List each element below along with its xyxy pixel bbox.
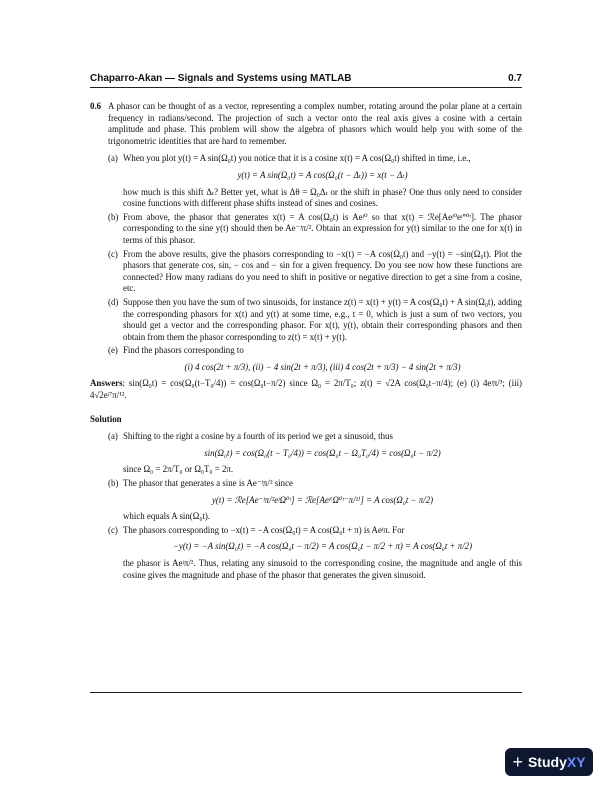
item-label: (c) [108, 524, 118, 535]
problem-item-e [90, 345, 522, 373]
footer-rule [90, 692, 522, 693]
solution-items [90, 431, 522, 581]
header-section-number: 0.7 [508, 73, 522, 84]
plus-icon: + [512, 751, 523, 772]
item-text: From the above results, give the phasors corresponding to −x(t) = −A cos(Ω₀t) and −y(t) = −sin(Ω₀t). Plot the phasors that generate cos, sin, − cos and − sin for a given frequency. Do you see now how these functions are connected? How many radians do you need to shift in positive or negative direction to get a sine from a cosine, etc. [123, 248, 522, 294]
item-text: Suppose then you have the sum of two sinusoids, for instance z(t) = x(t) + y(t) = A cos(Ω₀t) + A sin(Ω₀t), adding the corresponding phasors for x(t) and y(t) at some time, e.g., t = 0, which is just a sum of two vectors, you should get a vector and the corresponding phasor. For x(t), y(t), obtain their corresponding phasors and then obtain from them the phasor corresponding to z(t) = x(t) + y(t). [123, 296, 522, 342]
item-text: From above, the phasor that generates x(t) = A cos(Ω₀t) is Aeʲ⁰ so that x(t) = ℛe[Aeʲ⁰eʲᐤ⁰ᵗ]. The phasor corresponding to the sine y(t) should then be Ae⁻ʲπ/². Obtain an expression for y(t) similar to the one for x(t) in terms of this phasor. [123, 211, 522, 245]
studyxy-logo[interactable] [505, 748, 593, 776]
problem-intro [90, 101, 522, 147]
solution-title: Solution [90, 413, 122, 424]
item-label: (d) [108, 296, 119, 307]
logo-text-study: Study [527, 754, 567, 770]
problem-item-b [90, 212, 522, 247]
item-label: (e) [108, 345, 118, 356]
problem-items [90, 153, 522, 373]
problem-item-d [90, 297, 522, 343]
item-text: Find the phasors corresponding to [123, 345, 244, 356]
item-text: how much is this shift Δₜ? Better yet, what is Δθ = Ω₀Δₜ or the shift in phase? One thus only need to consider cosine functions with different phase shifts instead of sines and cosines. [123, 186, 522, 209]
item-text: The phasor that generates a sine is Ae⁻ʲπ/² since [123, 478, 293, 489]
item-label: (b) [108, 478, 119, 489]
answers [90, 378, 522, 401]
solution-item-c [90, 525, 522, 581]
problem-number: 0.6 [90, 101, 102, 111]
item-text: Shifting to the right a cosine by a fourth of its period we get a sinusoid, thus [123, 431, 393, 442]
item-text: which equals A sin(Ω₀t). [123, 511, 211, 522]
item-label: (a) [108, 431, 118, 442]
display-equation: y(t) = ℛe[Ae⁻ʲπ/²eʲΩ⁰ᵗ] = ℛe[Aeʲ⁽Ω⁰ᵗ⁻π/²⁾] = A cos(Ω₀t − π/2) [211, 494, 434, 505]
problem-intro-text: A phasor can be thought of as a vector, representing a complex number, rotating around the polar plane at a certain frequency in radians/second. The projection of such a vector onto the real axis gives a cosine with a certain amplitude and phase. This problem will show the algebra of phasors which would help you with some of the trigonometric identities that are hard to remember. [108, 101, 522, 146]
problem-item-a [90, 153, 522, 209]
problem-item-c [90, 249, 522, 295]
display-equation: (i) 4 cos(2t + π/3), (ii) − 4 sin(2t + π/3), (iii) 4 cos(2t + π/3) − 4 sin(2t + π/3) [184, 361, 461, 372]
running-header [90, 73, 522, 87]
item-label: (b) [108, 211, 119, 222]
logo-text-xy: XY [566, 754, 586, 770]
display-equation: sin(Ω₀t) = cos(Ω₀(t − T₀/4)) = cos(Ω₀t − Ω₀T₀/4) = cos(Ω₀t − π/2) [204, 447, 441, 458]
item-text: The phasors corresponding to −x(t) = −A cos(Ω₀t) = A cos(Ω₀t + π) is Aeʲπ. For [123, 524, 405, 535]
item-label: (a) [108, 153, 118, 164]
item-label: (c) [108, 248, 118, 259]
item-text: since Ω₀ = 2π/T₀ or Ω₀T₀ = 2π. [123, 464, 234, 475]
solution-item-b [90, 478, 522, 523]
answers-label: Answers [90, 378, 123, 389]
item-text: When you plot y(t) = A sin(Ω₀t) you notice that it is a cosine x(t) = A cos(Ω₀t) shifted in time, i.e., [123, 153, 471, 164]
display-equation: y(t) = A sin(Ω₀t) = A cos(Ω₀(t − Δₜ)) = x(t − Δₜ) [237, 169, 408, 180]
header-book-title: Chaparro-Akan — Signals and Systems using MATLAB [90, 73, 352, 84]
header-rule [90, 87, 522, 88]
answers-text: : sin(Ω₀t) = cos(Ω₀(t−T₀/4)) = cos(Ω₀t−π/2) since Ω₀ = 2π/T₀; z(t) = √2A cos(Ω₀t−π/4); (e) (i) 4eʲπ/³; (iii) 4√2eʲ⁷π/¹². [90, 378, 522, 401]
solution-item-a [90, 431, 522, 476]
item-text: the phasor is Aeʲπ/². Thus, relating any sinusoid to the corresponding cosine, the magnitude and angle of this cosine gives the magnitude and phase of the phasor that generates the given sinusoid. [123, 558, 522, 580]
display-equation: −y(t) = −A sin(Ω₀t) = −A cos(Ω₀t − π/2) = A cos(Ω₀t − π/2 + π) = A cos(Ω₀t + π/2) [172, 541, 473, 552]
main-content [90, 101, 522, 583]
